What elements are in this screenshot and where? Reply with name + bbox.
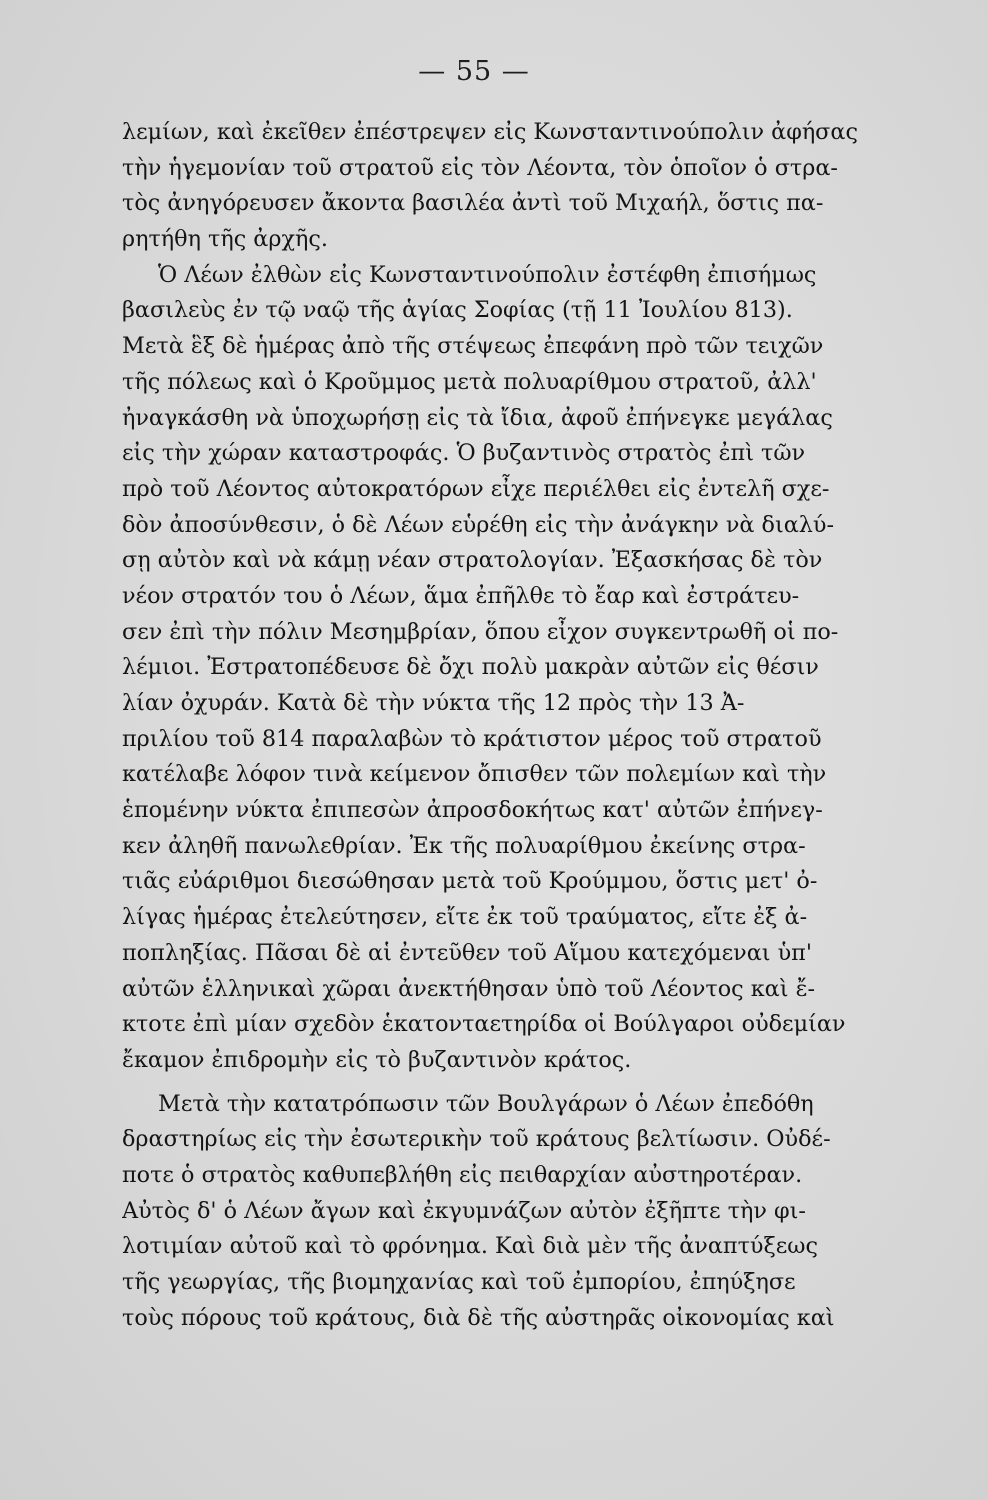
text-line: τὴν ἡγεμονίαν τοῦ στρατοῦ εἰς τὸν Λέοντα, τὸν ὁποῖον ὁ στρα-	[122, 154, 838, 181]
text-line: ἔκαμον ἐπιδρομὴν εἰς τὸ βυζαντινὸν κράτος.	[122, 1046, 632, 1073]
text-line: τὸς ἀνηγόρευσεν ἄκοντα βασιλέα ἀντὶ τοῦ Μιχαήλ, ὅστις πα-	[122, 190, 824, 217]
text-line: βασιλεὺς ἐν τῷ ναῷ τῆς ἁγίας Σοφίας (τῇ 11 Ἰουλίου 813).	[122, 297, 793, 324]
page-number: — 55 —	[418, 56, 530, 87]
text-line: ἑπομένην νύκτα ἐπιπεσὼν ἀπροσδοκήτως κατ' αὐτῶν ἐπήνεγ-	[122, 797, 823, 824]
text-line: πρὸ τοῦ Λέοντος αὐτοκρατόρων εἶχε περιέλθει εἰς ἐντελῆ σχε-	[122, 475, 830, 502]
text-line: σῃ αὐτὸν καὶ νὰ κάμῃ νέαν στρατολογίαν. Ἐξασκήσας δὲ τὸν	[122, 547, 823, 574]
text-line: Μετὰ ἓξ δὲ ἡμέρας ἀπὸ τῆς στέψεως ἐπεφάνη πρὸ τῶν τειχῶν	[122, 333, 824, 360]
text-line: ποτε ὁ στρατὸς καθυπεβλήθη εἰς πειθαρχίαν αὐστηροτέραν.	[122, 1161, 803, 1188]
paragraph-start-line: Ὁ Λέων ἐλθὼν εἰς Κωνσταντινούπολιν ἐστέφθη ἐπισήμως	[158, 261, 817, 288]
text-line: τοὺς πόρους τοῦ κράτους, διὰ δὲ τῆς αὐστηρᾶς οἰκονομίας καὶ	[122, 1304, 835, 1331]
text-line: λέμιοι. Ἐστρατοπέδευσε δὲ ὄχι πολὺ μακρὰν αὐτῶν εἰς θέσιν	[122, 654, 819, 681]
text-line: αὐτῶν ἑλληνικαὶ χῶραι ἀνεκτήθησαν ὑπὸ τοῦ Λέοντος καὶ ἔ-	[122, 975, 816, 1002]
text-line: τιᾶς εὐάριθμοι διεσώθησαν μετὰ τοῦ Κρούμμου, ὅστις μετ' ὀ-	[122, 868, 818, 895]
text-line: πριλίου τοῦ 814 παραλαβὼν τὸ κράτιστον μέρος τοῦ στρατοῦ	[122, 725, 822, 752]
text-line: νέον στρατόν του ὁ Λέων, ἅμα ἐπῆλθε τὸ ἔαρ καὶ ἐστράτευ-	[122, 582, 800, 609]
text-line: ἠναγκάσθη νὰ ὑποχωρήσῃ εἰς τὰ ἴδια, ἀφοῦ ἐπήνεγκε μεγάλας	[122, 404, 833, 431]
text-line: λίαν ὀχυράν. Κατὰ δὲ τὴν νύκτα τῆς 12 πρὸς τὴν 13 Ἀ-	[122, 690, 745, 716]
text-line: εἰς τὴν χώραν καταστροφάς. Ὁ βυζαντινὸς στρατὸς ἐπὶ τῶν	[122, 440, 806, 467]
text-line: κτοτε ἐπὶ μίαν σχεδὸν ἑκατονταετηρίδα οἱ Βούλγαροι οὐδεμίαν	[122, 1011, 846, 1038]
text-line: δραστηρίως εἰς τὴν ἐσωτερικὴν τοῦ κράτους βελτίωσιν. Οὐδέ-	[122, 1126, 831, 1153]
text-line: κεν ἀληθῆ πανωλεθρίαν. Ἐκ τῆς πολυαρίθμου ἐκείνης στρα-	[122, 832, 806, 859]
text-line: Αὐτὸς δ' ὁ Λέων ἄγων καὶ ἐκγυμνάζων αὐτὸν ἐξῆπτε τὴν φι-	[122, 1197, 806, 1224]
text-line: σεν ἐπὶ τὴν πόλιν Μεσημβρίαν, ὅπου εἶχον συγκεντρωθῆ οἱ πο-	[122, 618, 839, 645]
body-text	[122, 115, 860, 1336]
text-line: τῆς γεωργίας, τῆς βιομηχανίας καὶ τοῦ ἐμπορίου, ἐπηύξησε	[122, 1269, 796, 1295]
text-line: λίγας ἡμέρας ἐτελεύτησεν, εἴτε ἐκ τοῦ τραύματος, εἴτε ἐξ ἀ-	[122, 904, 808, 931]
text-line: λοτιμίαν αὐτοῦ καὶ τὸ φρόνημα. Καὶ διὰ μὲν τῆς ἀναπτύξεως	[122, 1233, 818, 1260]
text-line: ποπληξίας. Πᾶσαι δὲ αἱ ἐντεῦθεν τοῦ Αἵμου κατεχόμεναι ὑπ'	[122, 939, 812, 966]
text-line: κατέλαβε λόφον τινὰ κείμενον ὄπισθεν τῶν πολεμίων καὶ τὴν	[122, 761, 827, 788]
text-line: λεμίων, καὶ ἐκεῖθεν ἐπέστρεψεν εἰς Κωνσταντινούπολιν ἀφήσας	[122, 119, 858, 145]
text-line: δὸν ἀποσύνθεσιν, ὁ δὲ Λέων εὑρέθη εἰς τὴν ἀνάγκην νὰ διαλύ-	[122, 511, 834, 538]
text-line: ρητήθη τῆς ἀρχῆς.	[122, 226, 328, 253]
paragraph-start-line: Μετὰ τὴν κατατρόπωσιν τῶν Βουλγάρων ὁ Λέων ἐπεδόθη	[158, 1090, 814, 1117]
text-line: τῆς πόλεως καὶ ὁ Κροῦμμος μετὰ πολυαρίθμου στρατοῦ, ἀλλ'	[122, 368, 817, 395]
